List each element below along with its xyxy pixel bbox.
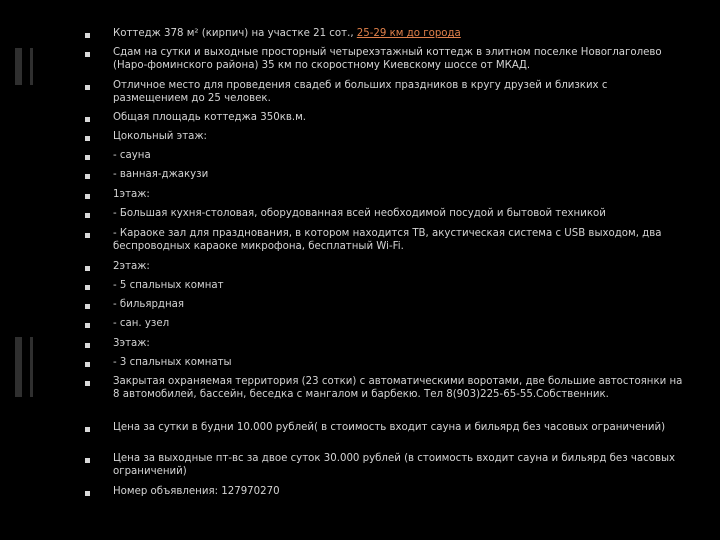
list-item-text: Общая площадь коттеджа 350кв.м. xyxy=(113,112,307,123)
list-item-text: - сауна xyxy=(113,150,151,161)
list-item-text: 1этаж: xyxy=(113,189,150,200)
list-item-text: Коттедж 378 м² (кирпич) на участке 21 сот., 25-29 км до города xyxy=(113,28,461,39)
bullet-icon xyxy=(85,52,90,57)
list-item-text: - 3 спальных комнаты xyxy=(113,357,232,368)
list-item-text: Цена за выходные пт-вс за двое суток 30.000 рублей (в стоимость входит сауна и бильярд без часовых ограничений) xyxy=(113,453,676,477)
list-item-text: Отличное место для проведения свадеб и больших праздников в кругу друзей и близких с размещением до 25 человек. xyxy=(113,80,608,104)
distance-link[interactable]: 25-29 км до города xyxy=(356,28,461,39)
bullet-icon xyxy=(85,491,90,496)
list-item-text: Закрытая охраняемая территория (23 сотки) с автоматическими воротами, две большие автостоянки на 8 автомобилей, бассейн, беседка с мангалом и барбекю. Тел 8(903)225-65-55.Собственник. xyxy=(113,376,683,400)
list-item-text: 2этаж: xyxy=(113,261,150,272)
bullet-icon xyxy=(85,381,90,386)
bullet-icon xyxy=(85,304,90,309)
list-item-text: Номер объявления: 127970270 xyxy=(113,486,280,497)
list-item-text: - ванная-джакузи xyxy=(113,169,209,180)
bullet-icon xyxy=(85,117,90,122)
list-item-text: - Большая кухня-столовая, оборудованная всей необходимой посудой и бытовой техникой xyxy=(113,208,606,219)
list-item-text: Цокольный этаж: xyxy=(113,131,207,142)
bullet-icon xyxy=(85,343,90,348)
list-item-text: Сдам на сутки и выходные просторный четырехэтажный коттедж в элитном поселке Новоглаголево (Наро-фоминского района) 35 км по скоростному Киевскому шоссе от МКАД. xyxy=(113,47,662,71)
bullet-icon xyxy=(85,266,90,271)
list-item-text: - 5 спальных комнат xyxy=(113,280,224,291)
list-item-text: 3этаж: xyxy=(113,338,150,349)
bullet-icon xyxy=(85,155,90,160)
list-item-text: Цена за сутки в будни 10.000 рублей( в стоимость входит сауна и бильярд без часовых ограничений) xyxy=(113,422,666,433)
bullet-icon xyxy=(85,33,90,38)
list-item-text: - сан. узел xyxy=(113,318,170,329)
bullet-icon xyxy=(85,285,90,290)
bullet-icon xyxy=(85,362,90,367)
bullet-icon xyxy=(85,233,90,238)
bullet-icon xyxy=(85,323,90,328)
bullet-icon xyxy=(85,136,90,141)
list-item-text: - бильярдная xyxy=(113,299,185,310)
bullet-icon xyxy=(85,194,90,199)
list-item-text: - Караоке зал для празднования, в котором находится ТВ, акустическая система с USB выходом, два беспроводных караоке микрофона, бесплатный Wi-Fi. xyxy=(113,228,662,252)
bullet-icon xyxy=(85,427,90,432)
bullet-icon xyxy=(85,174,90,179)
bullet-icon xyxy=(85,85,90,90)
bullet-icon xyxy=(85,213,90,218)
bullet-icon xyxy=(85,458,90,463)
